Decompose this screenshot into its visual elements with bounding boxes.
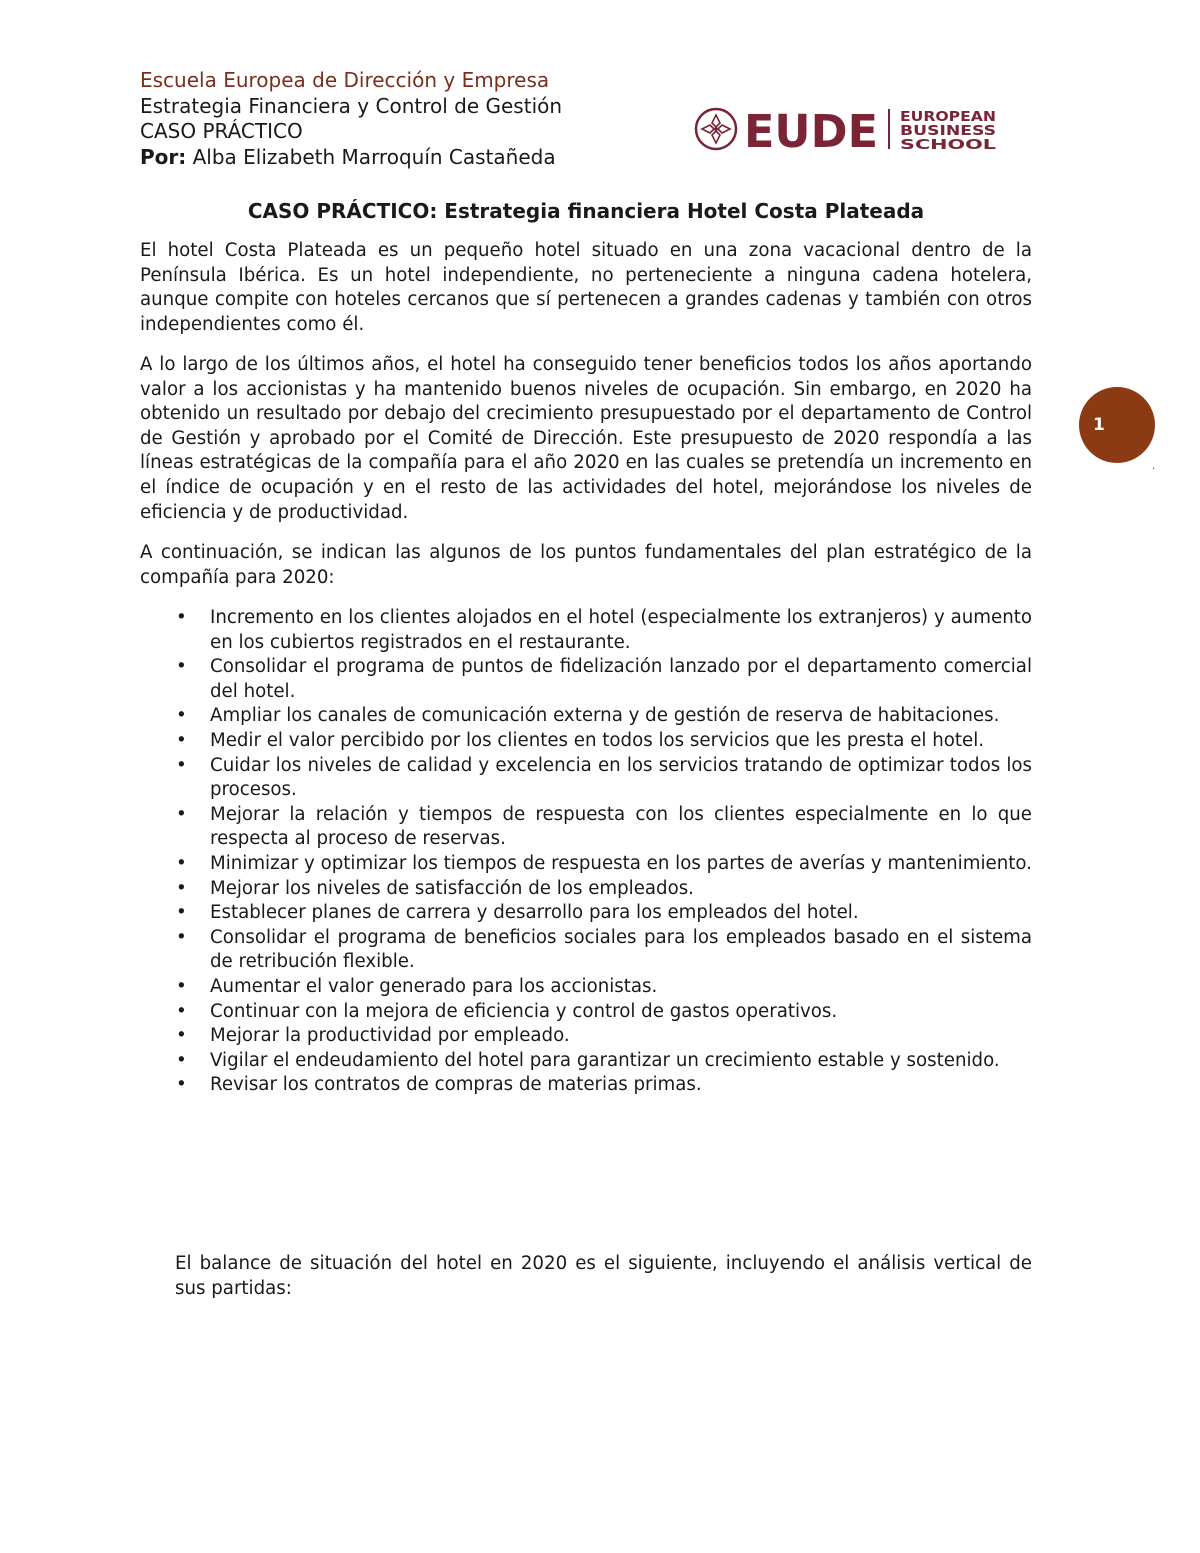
bullet-icon: • — [176, 729, 187, 751]
bullet-icon: • — [176, 1025, 187, 1047]
author-label: Por: — [140, 144, 187, 169]
document-type: CASO PRÁCTICO — [140, 119, 303, 143]
list-item: • Consolidar el programa de beneficios sociales para los empleados basado en el sistema de retribución flexible. — [176, 926, 1032, 973]
context-paragraph: A lo largo de los últimos años, el hotel ha conseguido tener beneficios todos los años aportando valor a los accionistas y ha mantenido buenos niveles de ocupación. Sin embargo, en 2020 ha obtenido un resultado por debajo del crecimiento presupuestado por el departamento de Control de Gestión y aprobado por el Comité de Dirección. Este presupuesto de 2020 respondía a las líneas estratégicas de la compañía para el año 2020 en las cuales se pretendía un incremento en el índice de ocupación y en el resto de las actividades del hotel, mejorándose los niveles de eficiencia y de productividad. — [140, 354, 1032, 523]
author-name: Alba Elizabeth Marroquín Castañeda — [192, 144, 556, 169]
logo-line-school: SCHOOL — [900, 138, 996, 153]
eude-emblem-icon — [696, 109, 736, 149]
bullet-icon: • — [176, 1074, 187, 1096]
list-item: • Minimizar y optimizar los tiempos de respuesta en los partes de averías y mantenimiento. — [140, 852, 1032, 877]
bullet-icon: • — [176, 877, 187, 899]
bullet-icon: • — [176, 975, 187, 997]
badge-dot: . — [1152, 461, 1156, 472]
page-number: 1 — [1093, 415, 1105, 435]
list-item: • Aumentar el valor generado para los accionistas. — [140, 975, 1032, 1000]
page-number-badge — [1079, 387, 1155, 463]
bullet-icon: • — [176, 607, 187, 628]
list-item: • Ampliar los canales de comunicación externa y de gestión de reserva de habitaciones. — [140, 704, 1032, 729]
author-line — [140, 145, 680, 171]
bullet-icon: • — [176, 1000, 187, 1022]
bullet-icon: • — [176, 1049, 187, 1071]
intro-paragraph: El hotel Costa Plateada es un pequeño hotel situado en una zona vacacional dentro de la Península Ibérica. Es un hotel independiente, no perteneciente a ninguna cadena hotelera, aunque compite con hoteles cercanos que sí pertenecen a grandes cadenas y también con otros independientes como él. — [140, 240, 1032, 335]
list-item: • Consolidar el programa de puntos de fidelización lanzado por el departamento comercial del hotel. — [176, 656, 1032, 702]
bullet-icon: • — [176, 754, 187, 776]
school-name: Escuela Europea de Dirección y Empresa — [140, 68, 550, 92]
eude-logo — [694, 104, 998, 154]
bullet-icon: • — [176, 656, 187, 678]
eude-brand-text: EUDE — [744, 105, 878, 154]
bullet-icon: • — [176, 803, 187, 825]
list-item: • Medir el valor percibido por los clientes en todos los servicios que les presta el hotel. — [140, 729, 1032, 754]
logo-divider — [888, 109, 890, 149]
list-item: • Cuidar los niveles de calidad y excelencia en los servicios tratando de optimizar todos los procesos. — [176, 754, 1032, 801]
list-item: • Establecer planes de carrera y desarrollo para los empleados del hotel. — [140, 901, 1032, 926]
list-item: • Vigilar el endeudamiento del hotel para garantizar un crecimiento estable y sostenido. — [140, 1049, 1032, 1074]
bullet-icon: • — [176, 926, 187, 948]
list-item: • Mejorar los niveles de satisfacción de los empleados. — [140, 877, 1032, 902]
bullet-icon: • — [176, 705, 187, 727]
document-header — [140, 68, 680, 170]
logo-line-european: EUROPEAN — [900, 110, 996, 125]
strategic-points-list — [140, 606, 1032, 1098]
case-title: CASO PRÁCTICO: Estrategia financiera Hotel Costa Plateada — [247, 199, 925, 223]
list-item: • Continuar con la mejora de eficiencia y control de gastos operativos. — [140, 1000, 1032, 1025]
logo-line-business: BUSINESS — [900, 124, 996, 139]
balance-intro-paragraph: El balance de situación del hotel en 2020 es el siguiente, incluyendo el análisis vertical de sus partidas: — [175, 1253, 1032, 1299]
list-item: • Revisar los contratos de compras de materias primas. — [140, 1073, 1032, 1098]
list-item: • Mejorar la relación y tiempos de respuesta con los clientes especialmente en lo que respecta al proceso de reservas. — [176, 803, 1032, 850]
bullet-icon: • — [176, 852, 187, 874]
list-item: • Incremento en los clientes alojados en el hotel (especialmente los extranjeros) y aumento en los cubiertos registrados en el restaurante. — [176, 607, 1032, 653]
list-item: • Mejorar la productividad por empleado. — [140, 1024, 1032, 1049]
course-name: Estrategia Financiera y Control de Gestión — [140, 93, 563, 118]
plan-intro-paragraph: A continuación, se indican las algunos de los puntos fundamentales del plan estratégico de la compañía para 2020: — [140, 542, 1032, 588]
bullet-icon: • — [176, 902, 187, 924]
